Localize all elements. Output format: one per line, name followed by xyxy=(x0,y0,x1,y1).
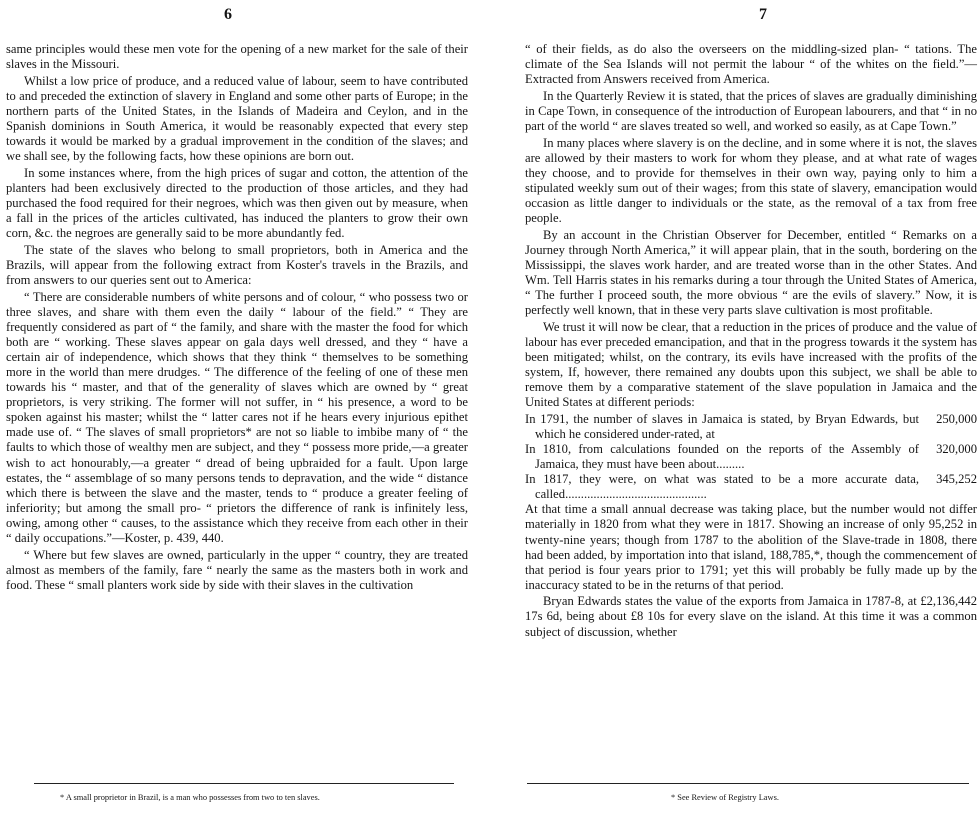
paragraph: Bryan Edwards states the value of the exports from Jamaica in 1787-8, at £2,136,442 17s 6d, being about £8 10s for every slave on the island. At this time it was a common subject of discussion, whether xyxy=(525,594,977,639)
footnote: * A small proprietor in Brazil, is a man who possesses from two to ten slaves. xyxy=(60,793,320,802)
block-quote: “ of their fields, as do also the overseers on the middling-sized plan- “ tations. The climate of the Sea Islands will not permit the labour “ of the whites on the field.”—Extracted from Answers received from America. xyxy=(525,42,977,87)
paragraph: The state of the slaves who belong to small proprietors, both in America and the Brazils, will appear from the following extract from Koster's travels in the Brazils, and from answers to our queries sent out to America: xyxy=(6,242,468,287)
population-value: 250,000 xyxy=(936,411,977,426)
page-number: 6 xyxy=(224,6,232,23)
paragraph: In the Quarterly Review it is stated, that the prices of slaves are gradually diminishing in Cape Town, in consequence of the introduction of European labourers, and that “ in no part of the world “ are slaves treated so well, and worked so easily, as at Cape Town.” xyxy=(525,88,977,133)
left-page xyxy=(0,0,487,814)
paragraph: In some instances where, from the high prices of sugar and cotton, the attention of the planters had been exclusively directed to the production of those articles, and they had purchased the food required for their negroes, which was then given out by measure, when a fall in the prices of the articles cultivated, has induced the planters to grow their own corn, &c. the negroes are generally said to be more abundantly fed. xyxy=(6,165,468,241)
population-value: 345,252 xyxy=(936,472,977,487)
population-description: In 1810, from calculations founded on the reports of the Assembly of Jamaica, they must have been about......... xyxy=(525,441,919,472)
paragraph: same principles would these men vote for the opening of a new market for the sale of their slaves in the Missouri. xyxy=(6,42,468,72)
footnote-divider xyxy=(34,783,454,784)
population-row xyxy=(525,412,977,442)
footnote-divider xyxy=(527,783,969,784)
footnote: * See Review of Registry Laws. xyxy=(671,793,779,802)
population-row xyxy=(525,442,977,472)
block-quote: “ Where but few slaves are owned, particularly in the upper “ country, they are treated almost as members of the family, fare “ nearly the same as the masters both in work and food. These “ small planters work side by side with their slaves in the cultivation xyxy=(6,547,468,592)
population-value: 320,000 xyxy=(936,441,977,456)
population-row xyxy=(525,472,977,502)
right-page-text xyxy=(525,42,977,641)
paragraph: By an account in the Christian Observer for December, entitled “ Remarks on a Journey through North America,” it will appear plain, that in the south, bordering on the Mississippi, the slaves work harder, and are treated worse than in the other States. And Wm. Tell Harris states in his remarks during a tour through the United States of America, “ The further I proceed south, the more obvious “ are the evils of slavery.” Now, it is perfectly well known, that in these very parts slave cultivation is most profitable. xyxy=(525,227,977,318)
paragraph: We trust it will now be clear, that a reduction in the prices of produce and the value of labour has ever preceded emancipation, and that in the progress towards it the system has been mitigated; whilst, on the contrary, its evils have increased with the profits of the system, If, however, there remained any doubts upon this subject, we shall be able to remove them by a comparative statement of the slave population in Jamaica and the United States at different periods: xyxy=(525,319,977,410)
paragraph: Whilst a low price of produce, and a reduced value of labour, seem to have contributed to and preceded the extinction of slavery in England and some other parts of Europe; in the northern parts of the United States, in the Islands of Madeira and Ceylon, and in the Spanish dominions in South America, it would be reasonably expected that every step towards it would be marked by a gradual improvement in the condition of the slaves; and we shall see, by the following facts, how these opinions are born out. xyxy=(6,73,468,164)
right-page xyxy=(497,0,980,814)
paragraph: At that time a small annual decrease was taking place, but the number would not differ materially in 1820 from what they were in 1817. Showing an increase of only 95,252 in twenty-nine years; though from 1787 to the abolition of the Slave-trade in 1808, there had been added, by importation into that island, 188,785,*, though the commencement of that period is four years prior to 1791; yet this will probably be fully made up by the inaccuracy stated to be in the returns of that period. xyxy=(525,502,977,592)
population-description: In 1791, the number of slaves in Jamaica is stated, by Bryan Edwards, but which he considered under-rated, at xyxy=(525,411,919,441)
left-page-text xyxy=(6,42,468,594)
population-description: In 1817, they were, on what was stated to be a more accurate data, called............................................. xyxy=(525,472,919,502)
paragraph: In many places where slavery is on the decline, and in some where it is not, the slaves are allowed by their masters to work for whom they please, and at what rate of wages they choose, and to provide for themselves in their own way, paying only to him a stipulated weekly sum out of their wages; from this state of slavery, emancipation would occasion as little danger to individuals or the state, as the removal of a tax from free people. xyxy=(525,135,977,226)
block-quote: “ There are considerable numbers of white persons and of colour, “ who possess two or three slaves, and share with them even the daily “ labour of the field.” “ They are frequently considered as part of “ the family, and share with the master the food for which both are “ working. These slaves appear on gala days well dressed, and they “ have a certain air of independence, which shows that they think “ themselves to be something more in the world than mere drudges. “ The difference of the feeling of one of these men towards his “ master, and that of the generality of slaves which are owned by “ great proprietors, is very striking. The former will not suffer, in “ his presence, a word to be spoken against his master; whilst the “ latter cares not if he hears every injurious epithet made use of. “ The slaves of small proprietors* are not so liable to imbibe many of “ the faults to which those of wealthy men are subject, and they “ possess more pride,—a greater wish to act honourably,—a greater “ dread of being upbraided for a fault. Upon large estates, the “ assemblage of so many persons tends to depravation, and the wide “ distance which there is between the slave and the master, tends to “ produce a greater feeling of inferiority; but among the small pro- “ prietors the difference of rank is infinitely less, owing, among other “ causes, to the assistance which they receive from each other in their “ daily occupations.”—Koster, p. 439, 440. xyxy=(6,289,468,545)
page-number: 7 xyxy=(759,6,767,23)
